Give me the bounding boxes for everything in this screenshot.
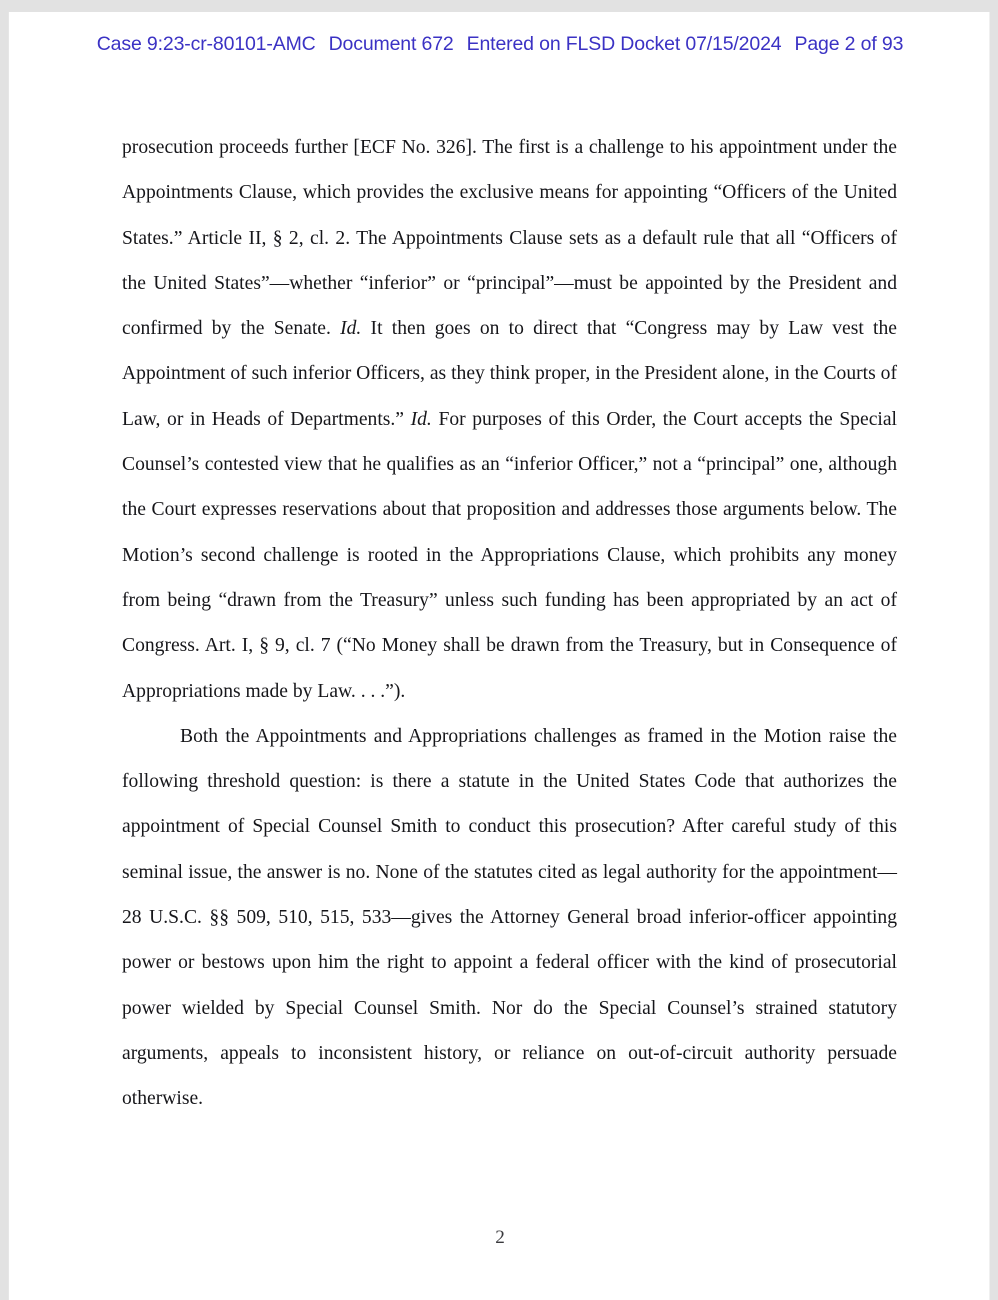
body-paragraph xyxy=(122,125,897,714)
body-text-run: It then goes on to direct that “Congress may by Law vest the Appointment of such inferior Officers, as they think proper, in the President alone, in the Courts of Law, or in Heads of Departments.” xyxy=(122,318,897,430)
body-text-run: For purposes of this Order, the Court accepts the Special Counsel’s contested view that he qualifies as an “inferior Officer,” not a “principal” one, although the Court expresses reservations about that proposition and addresses those arguments below. The Motion’s second challenge is rooted in the Appropriations Clause, which prohibits any money from being “drawn from the Treasury” unless such funding has been appropriated by an act of Congress. Art. I, § 9, cl. 7 (“No Money shall be drawn from the Treasury, but in Consequence of Appropriations made by Law. . . .”). xyxy=(122,408,897,702)
body-text-run: Both the Appointments and Appropriations challenges as framed in the Motion raise the following threshold question: is there a statute in the United States Code that authorizes the appointment of Special Counsel Smith to conduct this prosecution? After careful study of this seminal issue, the answer is no. None of the statutes cited as legal authority for the appointment—28 U.S.C. §§ 509, 510, 515, 533—gives the Attorney General broad inferior-officer appointing power or bestows upon him the right to appoint a federal officer with the kind of prosecutorial power wielded by Special Counsel Smith. Nor do the Special Counsel’s strained statutory arguments, appeals to inconsistent history, or reliance on out-of-circuit authority persuade otherwise. xyxy=(122,725,897,1110)
document-page xyxy=(8,12,990,1300)
citation-italic: Id. xyxy=(340,318,362,340)
page-number-footer: 2 xyxy=(495,1227,505,1248)
ecf-stamp-header xyxy=(9,33,990,56)
body-text-run: prosecution proceeds further [ECF No. 326]. The first is a challenge to his appointment under the Appointments Clause, which provides the exclusive means for appointing “Officers of the United States.” Article II, § 2, cl. 2. The Appointments Clause sets as a default rule that all “Officers of the United States”—whether “inferior” or “principal”—must be appointed by the President and confirmed by the Senate. xyxy=(122,137,897,340)
body-paragraph xyxy=(122,714,897,1122)
ecf-page-indicator: Page 2 of 93 xyxy=(794,33,904,55)
ecf-document-number: Document 672 xyxy=(328,33,454,55)
ecf-case-number: Case 9:23-cr-80101-AMC xyxy=(96,33,316,55)
ecf-docket-entry: Entered on FLSD Docket 07/15/2024 xyxy=(466,33,782,55)
document-body-text xyxy=(122,125,897,1122)
citation-italic: Id. xyxy=(410,408,432,430)
